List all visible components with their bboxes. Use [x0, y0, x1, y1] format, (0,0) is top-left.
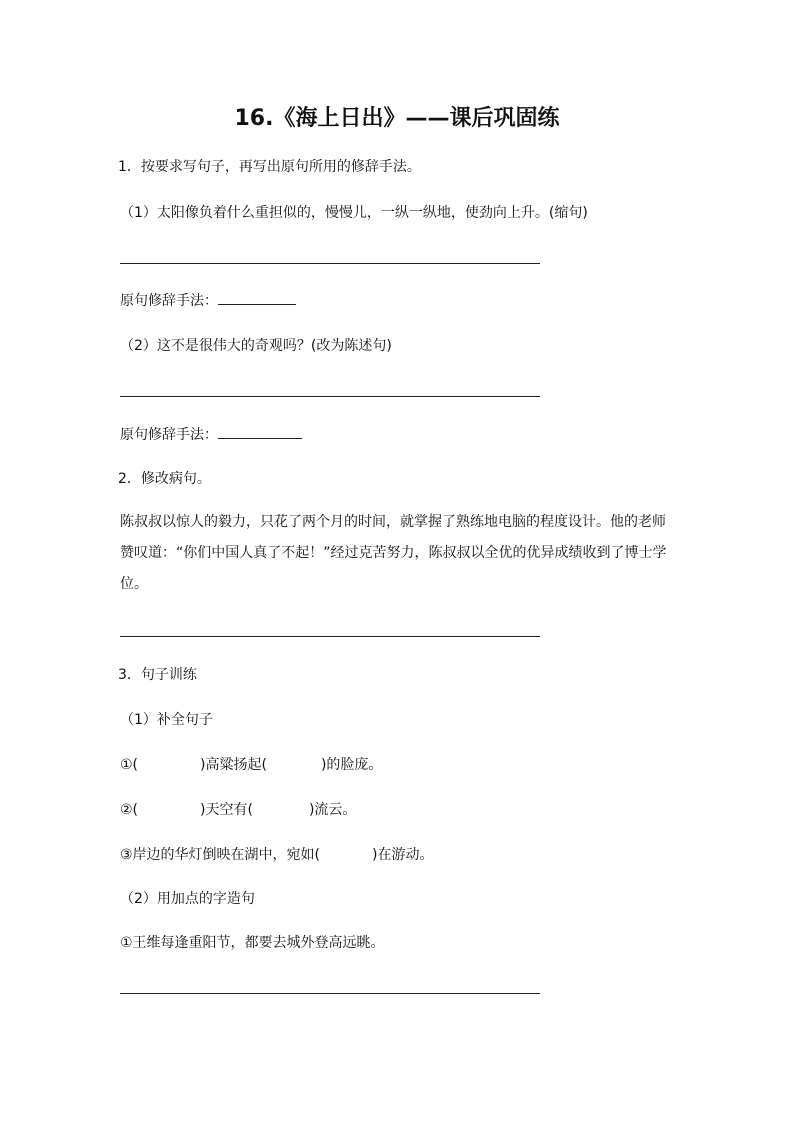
answer-line[interactable] — [120, 636, 540, 637]
fill-sentence-3 — [120, 845, 433, 865]
rhetoric-label-text: 原句修辞手法： — [120, 293, 218, 309]
rhetoric-label-2 — [120, 424, 302, 445]
fill-sentence-2 — [120, 800, 356, 820]
fill-part: ①( — [120, 757, 139, 773]
fill-sentence-1 — [120, 755, 382, 775]
question-1-sentence-2: （2）这不是很伟大的奇观吗？(改为陈述句) — [120, 338, 392, 354]
fill-part: )的脸庞。 — [320, 757, 383, 773]
fill-part: )天空有( — [200, 802, 253, 818]
question-3-heading: 3．句子训练 — [118, 667, 197, 683]
question-3-sub-2: （2）用加点的字造句 — [120, 891, 255, 907]
make-sentence-1: ①王维每逢重阳节，都要去城外登高远眺。 — [120, 935, 385, 951]
question-2-heading: 2．修改病句。 — [118, 471, 211, 487]
page-title: 16.《海上日出》——课后巩固练 — [234, 106, 560, 131]
rhetoric-blank[interactable] — [218, 290, 296, 305]
fill-part: )高粱扬起( — [200, 757, 267, 773]
rhetoric-label-1 — [120, 290, 296, 311]
question-2-paragraph: 陈叔叔以惊人的毅力，只花了两个月的时间，就掌握了熟练地电脑的程度设计。他的老师赞叹道：“你们中国人真了不起！”经过克苦努力，陈叔叔以全优的优异成绩收到了博士学位。 — [120, 514, 667, 592]
rhetoric-label-text: 原句修辞手法： — [120, 427, 218, 443]
rhetoric-blank[interactable] — [218, 424, 302, 439]
answer-line[interactable] — [120, 263, 540, 264]
fill-part: ②( — [120, 802, 139, 818]
answer-line[interactable] — [120, 396, 540, 397]
fill-part: )流云。 — [308, 802, 357, 818]
question-1-sentence-1: （1）太阳像负着什么重担似的，慢慢儿，一纵一纵地，使劲向上升。(缩句) — [120, 205, 588, 221]
question-3-sub-1: （1）补全句子 — [120, 712, 213, 728]
question-1-heading: 1．按要求写句子，再写出原句所用的修辞手法。 — [118, 159, 421, 175]
answer-line[interactable] — [120, 993, 540, 994]
fill-part: ③岸边的华灯倒映在湖中，宛如( — [120, 847, 321, 863]
fill-part: )在游动。 — [372, 847, 434, 863]
